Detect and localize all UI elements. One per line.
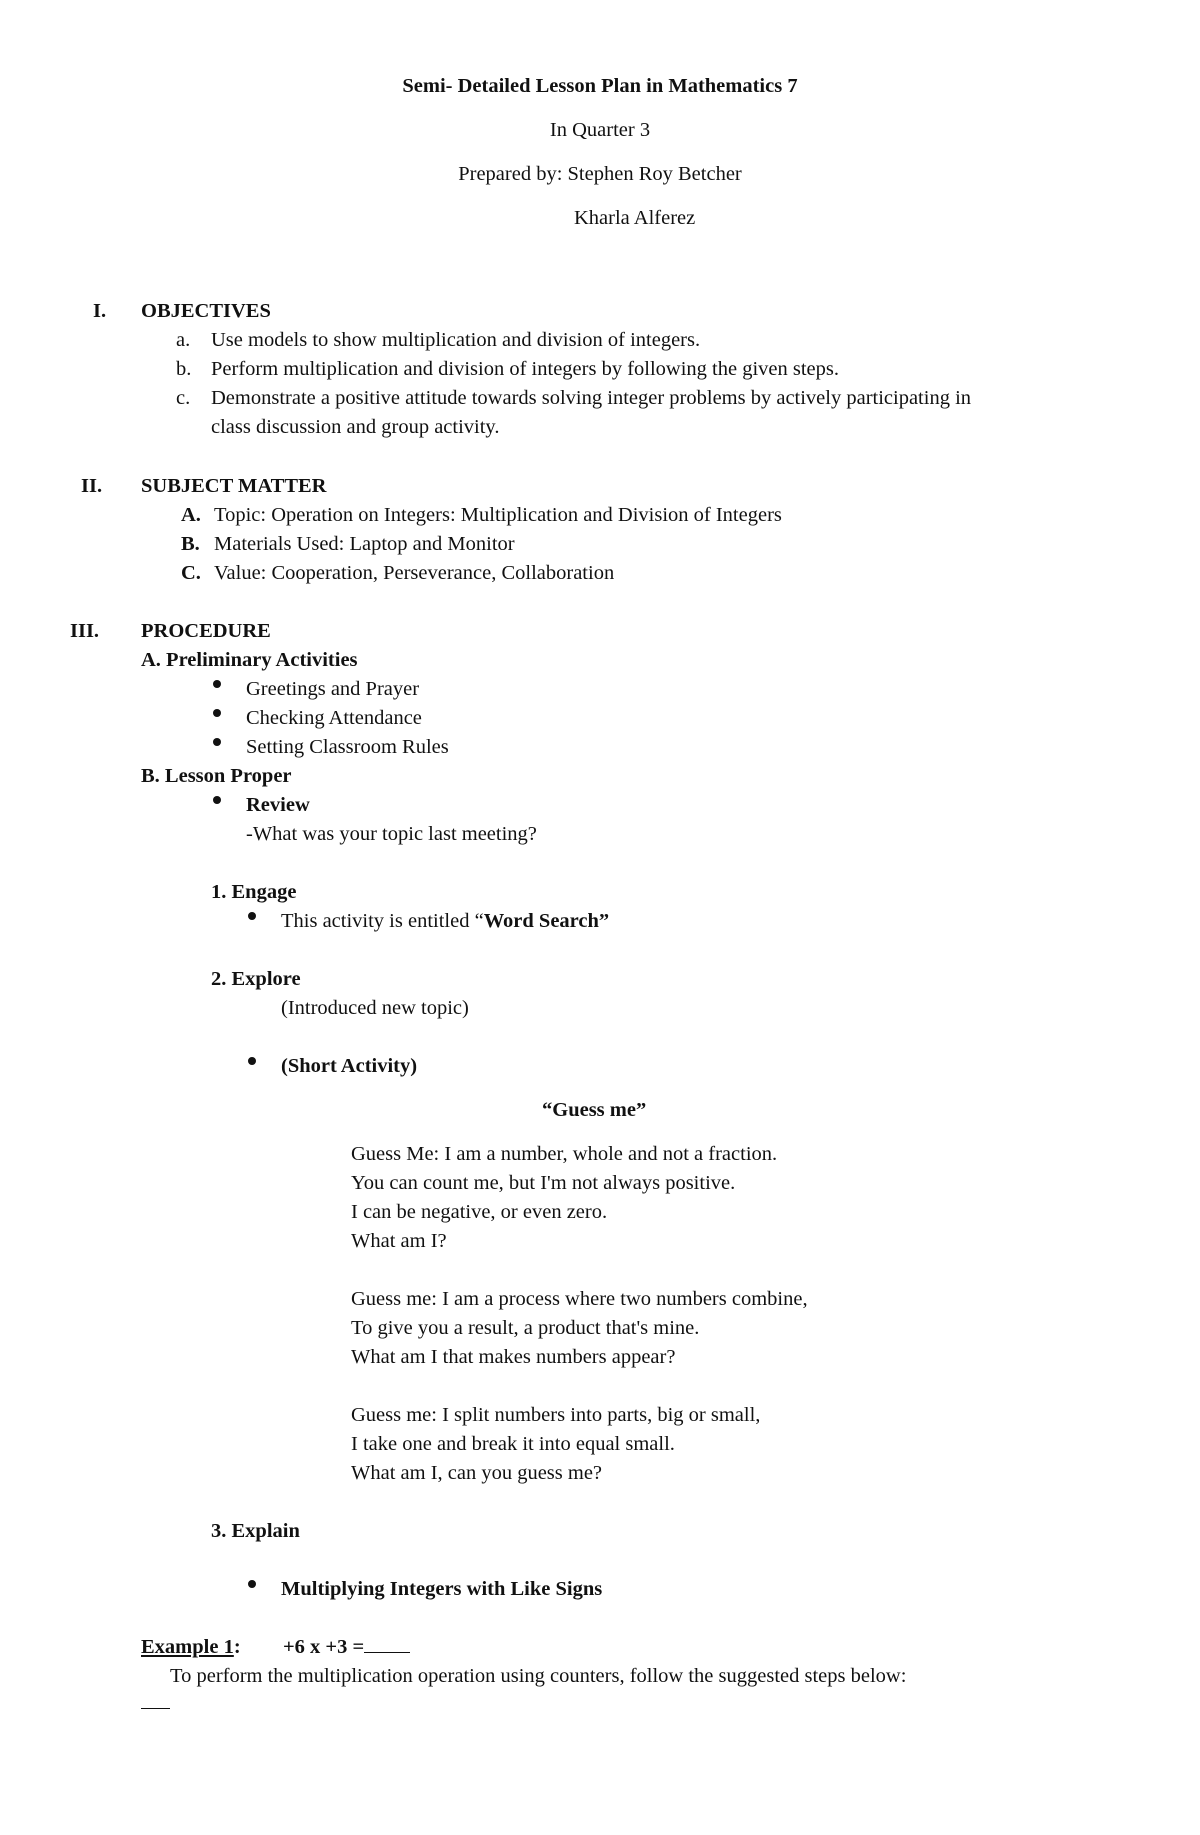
riddle-line: Guess me: I am a process where two numbers combine, — [351, 1288, 808, 1310]
example-label: Example 1 — [141, 1636, 234, 1658]
subject-item-topic: Topic: Operation on Integers: Multiplication and Division of Integers — [214, 504, 782, 526]
engage-heading: 1. Engage — [211, 881, 297, 903]
example-colon: : — [233, 1636, 241, 1658]
engage-activity — [281, 907, 609, 935]
lesson-proper-heading: B. Lesson Proper — [141, 765, 292, 787]
bullet-icon — [248, 1580, 256, 1588]
preliminary-item: Setting Classroom Rules — [246, 736, 449, 758]
riddle-line: To give you a result, a product that's mine. — [351, 1317, 700, 1339]
preliminary-activities-heading: A. Preliminary Activities — [141, 649, 358, 671]
example-expression — [283, 1633, 410, 1661]
explore-note: (Introduced new topic) — [281, 997, 469, 1019]
co-author: Kharla Alferez — [574, 207, 696, 229]
answer-blank — [364, 1634, 410, 1653]
objective-item-continuation: class discussion and group activity. — [211, 416, 500, 438]
subject-item-value: Value: Cooperation, Perseverance, Collaboration — [214, 562, 615, 584]
section-heading-objectives: OBJECTIVES — [141, 300, 271, 322]
objective-item: Use models to show multiplication and division of integers. — [211, 329, 701, 351]
preliminary-item: Greetings and Prayer — [246, 678, 420, 700]
objective-item: Perform multiplication and division of integers by following the given steps. — [211, 358, 840, 380]
bullet-icon — [213, 738, 221, 746]
prepared-by: Prepared by: Stephen Roy Betcher — [458, 163, 742, 185]
riddle-line: Guess me: I split numbers into parts, big or small, — [351, 1404, 761, 1426]
example-expression-text: +6 x +3 = — [283, 1636, 365, 1658]
objective-item: Demonstrate a positive attitude towards solving integer problems by actively participating in — [211, 387, 972, 409]
riddle-line: You can count me, but I'm not always positive. — [351, 1172, 736, 1194]
trailing-rule — [141, 1708, 170, 1709]
objective-marker: b. — [176, 358, 192, 380]
riddle-line: I take one and break it into equal small. — [351, 1433, 675, 1455]
explore-heading: 2. Explore — [211, 968, 301, 990]
section-numeral-objectives: I. — [93, 300, 107, 322]
bullet-icon — [248, 1057, 256, 1065]
riddle-line: What am I that makes numbers appear? — [351, 1346, 676, 1368]
objective-marker: a. — [176, 329, 191, 351]
riddle-line: What am I, can you guess me? — [351, 1462, 603, 1484]
subject-marker: A. — [181, 504, 201, 526]
explain-subtopic: Multiplying Integers with Like Signs — [281, 1578, 603, 1600]
section-numeral-procedure: III. — [70, 620, 100, 642]
bullet-icon — [213, 709, 221, 717]
bullet-icon — [248, 912, 256, 920]
explain-heading: 3. Explain — [211, 1520, 300, 1542]
review-label: Review — [246, 794, 310, 816]
document-title: Semi- Detailed Lesson Plan in Mathematics 7 — [402, 75, 798, 97]
preliminary-item: Checking Attendance — [246, 707, 422, 729]
review-question: -What was your topic last meeting? — [246, 823, 537, 845]
section-heading-procedure: PROCEDURE — [141, 620, 271, 642]
riddle-line: I can be negative, or even zero. — [351, 1201, 608, 1223]
example-instruction: To perform the multiplication operation using counters, follow the suggested steps below: — [170, 1665, 907, 1687]
objective-marker: c. — [176, 387, 191, 409]
subject-item-materials: Materials Used: Laptop and Monitor — [214, 533, 515, 555]
engage-activity-text: This activity is entitled “ — [281, 910, 484, 932]
short-activity-label: (Short Activity) — [281, 1055, 418, 1077]
section-heading-subject-matter: SUBJECT MATTER — [141, 475, 327, 497]
subject-marker: C. — [181, 562, 201, 584]
quarter-label: In Quarter 3 — [549, 119, 651, 141]
riddle-title: “Guess me” — [542, 1099, 647, 1121]
riddle-line: What am I? — [351, 1230, 447, 1252]
bullet-icon — [213, 680, 221, 688]
riddle-line: Guess Me: I am a number, whole and not a fraction. — [351, 1143, 778, 1165]
engage-activity-title: Word Search” — [483, 910, 610, 932]
example-label-wrap — [141, 1633, 241, 1661]
bullet-icon — [213, 796, 221, 804]
section-numeral-subject-matter: II. — [81, 475, 103, 497]
subject-marker: B. — [181, 533, 200, 555]
